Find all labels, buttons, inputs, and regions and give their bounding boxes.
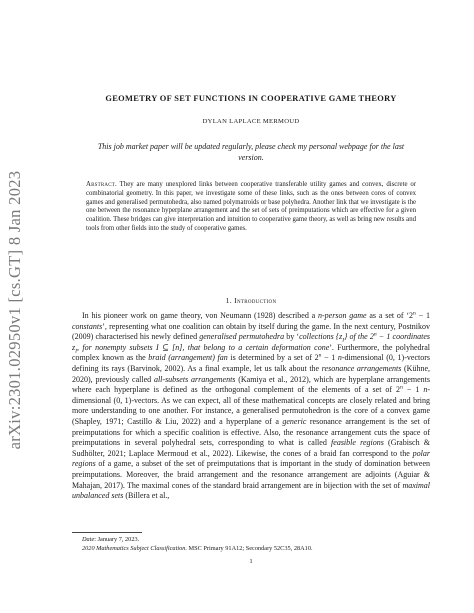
body-text-run: generalised permutohedra	[199, 332, 285, 342]
body-text-run: -dimensional (0, 1)-vectors. As we can expect, all of these mathematical concepts are closely related and bring more understanding to one another. For instance, a generalised permutohedron is the core of a convex game (Shapley, 1971; Castillo & Liu, 2022) and a hyperplane of a	[72, 385, 430, 426]
footnote-rule	[72, 532, 142, 533]
body-text-run: is determined by a set of 2	[227, 353, 319, 363]
body-text-run: maximal unbalanced sets	[72, 480, 430, 501]
body-text-run: n-person game	[318, 311, 367, 320]
footnotes	[72, 532, 430, 554]
introduction-paragraph	[72, 311, 430, 502]
arxiv-side-identifier	[4, 130, 26, 490]
date-label: Date	[82, 536, 95, 543]
body-text-run: − 1	[415, 311, 430, 320]
body-text-run: generic	[282, 416, 307, 426]
date-footnote: Date: January 7, 2023.	[82, 536, 140, 543]
body-text-run: ’, representing what one coalition can obtain by itself during the game. In the next century, Postnikov (2009) characterised his newly defined	[72, 321, 430, 342]
body-text-run: , for nonempty subsets I ⊆ [n], that belong to a certain deformation cone	[77, 342, 330, 352]
body-text-run: by ‘	[284, 332, 300, 342]
body-text-run: In his pioneer work on game theory, von Neumann (1928) described a	[82, 311, 318, 320]
body-text-run: n	[337, 353, 342, 363]
abstract-text: They are many unexplored links between cooperative transferable utility games and convex, discrete or combinatorial geometry. In this paper, we investigate some of these links, such as the ones between cores of convex games and generalised permutohedra, also named polymatroids or base polyhedra. Another link that we investigate is the one between the resonance hyperplane arrangement and the set of sets of preimputations which are effective for a given coalition. These bridges can give interpretation and intuition to cooperative game theory, as well as bring new results and tools from other fields into the study of cooperative games.	[86, 181, 416, 232]
body-text-run: resonance arrangement is the set of preimputations for which a specific coalition is effective. Also, the resonance arrangement cuts the space of preimputations in several polyhedral sets, corresponding to what is called	[72, 416, 430, 448]
body-text-run: ’. Furthermore, the polyhedral complex known as the	[72, 342, 430, 363]
paper-title: GEOMETRY OF SET FUNCTIONS IN COOPERATIVE GAME THEORY	[105, 94, 397, 103]
body-text-run: n	[423, 385, 428, 395]
body-text-run: − 1	[321, 353, 338, 363]
msc-label: 2020 Mathematics Subject Classification.	[82, 544, 187, 552]
job-market-note: This job market paper will be updated regularly, please check my personal webpage for the last version.	[97, 142, 405, 162]
arxiv-identifier-text: arXiv:2301.02950v1 [cs.GT] 8 Jan 2023	[5, 170, 24, 450]
body-text-run: as a set of ‘2	[366, 311, 414, 320]
date-value: January 7, 2023.	[97, 536, 140, 543]
body-text-run: (Grabisch & Sudhölter, 2021; Laplace Mermoud et al., 2022). Likewise, the cones of a braid fan correspond to the	[72, 438, 431, 458]
body-text-run: (Kamiya et al., 2012), which are hyperplane arrangements where each hyperplane is defined as the orthogonal complement of the elements of a set of 2	[72, 374, 430, 395]
body-text-run: braid (arrangement) fan	[148, 353, 228, 363]
author-name: DYLAN LAPLACE MERMOUD	[202, 118, 300, 125]
section-number: 1.	[225, 296, 232, 305]
abstract	[86, 181, 416, 234]
body-text-run: − 1 coordinates z	[72, 332, 431, 352]
body-text-run: − 1	[402, 385, 424, 395]
msc-footnote	[72, 545, 430, 554]
body-text-run: (Billera et al.,	[123, 491, 170, 501]
body-text-run: (Kühne, 2020), previously called	[72, 363, 431, 384]
msc-value: MSC Primary 91A12; Secondary 52C35, 28A10.	[188, 544, 313, 552]
body-text-run: n	[413, 310, 416, 317]
body-text-run: n	[400, 384, 403, 391]
body-text-run: n	[318, 352, 322, 359]
page-number: 1	[249, 558, 253, 565]
body-text-run: polar regions	[72, 448, 430, 469]
body-text-run: feasible regions	[331, 438, 384, 448]
body-text-run: I	[342, 337, 345, 344]
body-text-run: } of the 2	[344, 332, 374, 342]
body-text-run: of a game, a subset of the set of preimputations that is important in the study of domination between preimputations. Moreover, the braid arrangement and the resonance arrangement are adjoints (Aguiar & Mahajan, 2017). The maximal cones of the standard braid arrangement are in bijection with the set of	[72, 459, 430, 490]
body-text-run: I	[75, 348, 77, 355]
body-text-run: constants	[72, 321, 103, 331]
abstract-label: Abstract.	[86, 181, 117, 188]
body-text-run: -dimensional (0, 1)-vectors defining its rays (Barvinok, 2002). As a final example, let us talk about the	[72, 353, 430, 373]
body-text-run: n	[373, 331, 377, 338]
section-heading	[72, 296, 430, 305]
body-text-run: resonance arrangements	[321, 363, 402, 373]
body-text-run: collections {z	[299, 332, 343, 342]
body-text-run: all-subsets arrangements	[153, 374, 236, 384]
section-title: Introduction	[234, 296, 277, 305]
